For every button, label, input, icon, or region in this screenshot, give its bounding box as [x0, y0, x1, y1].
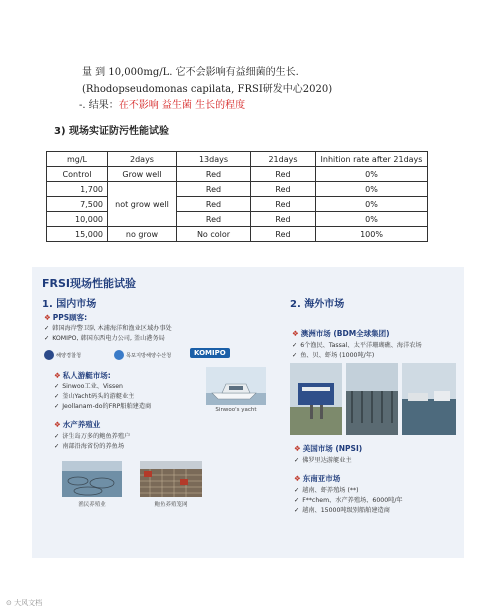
- table-header: 13days: [177, 152, 251, 167]
- results-table: [46, 151, 428, 242]
- intro-result-red: 在不影响 益生菌 生长的程度: [118, 100, 246, 111]
- list-item: ✓ 6个渔民、Tassal、太平洋珊瑚礁、海洋农场: [292, 342, 422, 349]
- intro-result-prefix: -. 结果：: [79, 100, 119, 111]
- list-item: ✓ Jeollanam-do的FRP船舶建造商: [54, 403, 152, 410]
- watermark: [6, 598, 42, 608]
- check-icon: ✓: [54, 403, 60, 410]
- table-cell: Red: [251, 167, 316, 182]
- mof-logo: 목포지방해양수산청: [114, 348, 171, 362]
- check-icon: ✓: [294, 457, 300, 464]
- table-cell: Red: [251, 212, 316, 227]
- table-cell: 15,000: [47, 227, 108, 242]
- table-row: [47, 167, 428, 182]
- sea-heading: [294, 473, 340, 484]
- table-cell: Red: [251, 197, 316, 212]
- table-header: 21days: [251, 152, 316, 167]
- table-row: [47, 182, 428, 197]
- table-row: [47, 197, 428, 212]
- table-cell: Red: [177, 212, 251, 227]
- check-icon: ✓: [54, 393, 60, 400]
- table-header: Inhition rate after 21days: [316, 152, 428, 167]
- table-cell: not grow well: [108, 182, 177, 227]
- table-cell: 100%: [316, 227, 428, 242]
- list-item: ✓ 釜山Yacht码头的游艇业主: [54, 393, 135, 400]
- list-item: ✓ 鱼、贝、虾场 (1000吨/年): [292, 352, 375, 359]
- yacht-heading-text: 私人游艇市场:: [62, 371, 111, 380]
- table-cell: Red: [177, 182, 251, 197]
- check-icon: ✓: [294, 507, 300, 514]
- watermark-icon: ⊙: [6, 599, 15, 607]
- yacht-heading: [54, 370, 111, 381]
- mof-emblem-icon: [114, 350, 124, 360]
- harbor-photo: [402, 363, 456, 435]
- table-cell: Red: [177, 167, 251, 182]
- table-cell: 10,000: [47, 212, 108, 227]
- aquaculture-ponds-photo: [346, 363, 398, 435]
- list-item: ✓ 济生岛万多的鲍鱼养殖户: [54, 433, 131, 440]
- diamond-bullet-icon: ❖: [54, 420, 61, 429]
- overseas-market-title: 2. 海外市场: [290, 299, 345, 310]
- list-item: ✓ KOMIPO, 韩国东西电力公司, 釜山港务局: [44, 335, 165, 342]
- table-cell: 1,700: [47, 182, 108, 197]
- list-item: ✓ 南部沿海省份的养鱼场: [54, 443, 125, 450]
- diamond-bullet-icon: ❖: [292, 329, 299, 338]
- usa-heading-text: 美国市场 (NPSI): [302, 444, 363, 453]
- table-cell: Grow well: [108, 167, 177, 182]
- check-icon: ✓: [54, 443, 60, 450]
- pps-heading-text: PPS顾客:: [52, 313, 88, 322]
- list-item: ✓ 韩国海岸警卫队 木浦海洋和渔业区域办事处: [44, 325, 172, 332]
- check-icon: ✓: [54, 433, 60, 440]
- check-icon: ✓: [44, 335, 50, 342]
- aquaculture-heading: [54, 419, 100, 430]
- table-cell: Red: [251, 182, 316, 197]
- diamond-bullet-icon: ❖: [44, 313, 51, 322]
- yacht-caption: Sinwoo's yacht: [215, 407, 257, 413]
- table-cell: Red: [251, 227, 316, 242]
- intro-line-1: 量 到 10,000mg/L. 它不会影响有益细菌的生长.: [82, 67, 299, 78]
- usa-heading: [294, 443, 362, 454]
- table-cell: 0%: [316, 197, 428, 212]
- australia-heading: [292, 328, 390, 339]
- pps-heading: [44, 312, 87, 323]
- diamond-bullet-icon: ❖: [54, 371, 61, 380]
- list-item: ✓ F**chem、水产养殖场、6000吨/年: [294, 497, 403, 504]
- sea-heading-text: 东南亚市场: [302, 474, 341, 483]
- aquaculture-heading-text: 水产养殖业: [62, 420, 101, 429]
- abalone-net-caption: 鲍鱼养殖笼网: [154, 502, 188, 508]
- table-cell: Red: [177, 197, 251, 212]
- fish-farm-caption: 渔民养殖业: [78, 502, 106, 508]
- check-icon: ✓: [54, 383, 60, 390]
- table-cell: 7,500: [47, 197, 108, 212]
- table-header: mg/L: [47, 152, 108, 167]
- coast-guard-emblem-icon: [44, 350, 54, 360]
- fish-farm-photo: [62, 461, 122, 497]
- table-cell: 0%: [316, 212, 428, 227]
- table-header-row: [47, 152, 428, 167]
- check-icon: ✓: [294, 497, 300, 504]
- table-cell: 0%: [316, 182, 428, 197]
- slide-title: FRSI现场性能试验: [42, 277, 136, 290]
- table-cell: No color: [177, 227, 251, 242]
- section-3-title: 3) 现场实证防污性能试验: [54, 126, 170, 137]
- diamond-bullet-icon: ❖: [294, 444, 301, 453]
- australia-heading-text: 澳洲市场 (BDM全球集团): [300, 329, 390, 338]
- intro-line-3: [79, 96, 245, 111]
- watermark-text: 大风文档: [14, 599, 43, 607]
- intro-line-2: (Rhodopseudomonas capilata, FRSI研发中心2020): [82, 84, 333, 95]
- list-item: ✓ Sinwoo工业、Vissen: [54, 383, 123, 390]
- check-icon: ✓: [292, 352, 298, 359]
- table-row: [47, 212, 428, 227]
- yacht-photo: [206, 367, 266, 405]
- domestic-market-title: 1. 国内市场: [42, 299, 97, 310]
- check-icon: ✓: [294, 487, 300, 494]
- komipo-logo: KOMIPO: [190, 348, 230, 358]
- table-cell: Control: [47, 167, 108, 182]
- frsi-slide: [32, 267, 464, 558]
- list-item: ✓ 佛罗里达游艇业主: [294, 457, 352, 464]
- coast-guard-logo: 해양경찰청: [44, 348, 81, 362]
- table-row: [47, 227, 428, 242]
- list-item: ✓ 越南、虾养殖场 (**): [294, 487, 359, 494]
- diamond-bullet-icon: ❖: [294, 474, 301, 483]
- australia-sign-photo: [290, 363, 342, 435]
- check-icon: ✓: [292, 342, 298, 349]
- list-item: ✓ 越南、15000吨级别船舶建造商: [294, 507, 390, 514]
- table-cell: 0%: [316, 167, 428, 182]
- check-icon: ✓: [44, 325, 50, 332]
- abalone-net-photo: [140, 461, 202, 497]
- table-header: 2days: [108, 152, 177, 167]
- table-cell: no grow: [108, 227, 177, 242]
